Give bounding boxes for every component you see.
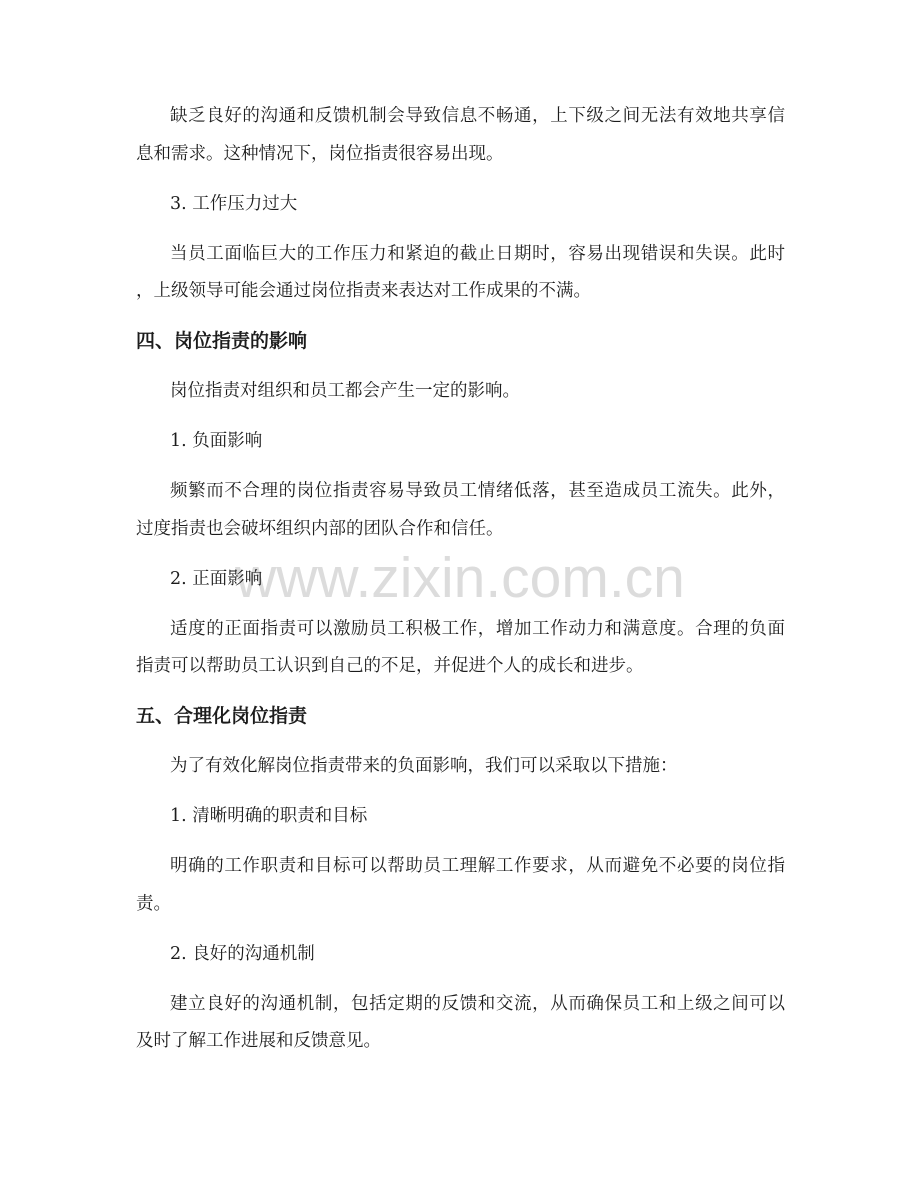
paragraph bbox=[136, 373, 785, 411]
paragraph-line: 岗位指责对组织和员工都会产生一定的影响。 bbox=[170, 381, 520, 401]
section-heading bbox=[136, 323, 785, 361]
paragraph bbox=[136, 98, 785, 173]
paragraph-line: 当员工面临巨大的工作压力和紧迫的截止日期时，容易出现错误和失误。此时 bbox=[170, 243, 785, 264]
paragraph-line: 指责可以帮助员工认识到自己的不足，并促进个人的成长和进步。 bbox=[136, 656, 644, 676]
paragraph-line: 及时了解工作进展和反馈意见。 bbox=[136, 1031, 381, 1051]
paragraph-line: 责。 bbox=[136, 893, 171, 914]
list-item-title bbox=[136, 798, 785, 836]
list-item-title bbox=[136, 561, 785, 599]
paragraph-line: 频繁而不合理的岗位指责容易导致员工情绪低落，甚至造成员工流失。此外， bbox=[170, 481, 785, 501]
list-item-label: 3. 工作压力过大 bbox=[170, 193, 298, 214]
paragraph bbox=[136, 236, 785, 311]
document-body bbox=[136, 98, 785, 1073]
paragraph bbox=[136, 748, 785, 786]
section-heading-text: 四、岗位指责的影响 bbox=[136, 330, 308, 352]
section-heading bbox=[136, 698, 785, 736]
paragraph-line: ，上级领导可能会通过岗位指责来表达对工作成果的不满。 bbox=[136, 281, 591, 301]
list-item-label: 1. 负面影响 bbox=[170, 431, 263, 451]
list-item-title bbox=[136, 423, 785, 461]
paragraph-line: 过度指责也会破坏组织内部的团队合作和信任。 bbox=[136, 518, 504, 539]
watermark: www.zixin.com.cn bbox=[235, 546, 685, 610]
list-item-title bbox=[136, 936, 785, 974]
paragraph-line: 适度的正面指责可以激励员工积极工作，增加工作动力和满意度。合理的负面 bbox=[170, 618, 785, 639]
paragraph-line: 建立良好的沟通机制，包括定期的反馈和交流，从而确保员工和上级之间可以 bbox=[170, 993, 785, 1014]
paragraph-line: 为了有效化解岗位指责带来的负面影响，我们可以采取以下措施： bbox=[170, 756, 678, 776]
paragraph-line: 缺乏良好的沟通和反馈机制会导致信息不畅通，上下级之间无法有效地共享信 bbox=[170, 106, 785, 126]
paragraph bbox=[136, 473, 785, 548]
list-item-label: 1. 清晰明确的职责和目标 bbox=[170, 806, 368, 826]
list-item-title bbox=[136, 186, 785, 224]
paragraph bbox=[136, 611, 785, 686]
paragraph-line: 息和需求。这种情况下，岗位指责很容易出现。 bbox=[136, 143, 504, 164]
list-item-label: 2. 良好的沟通机制 bbox=[170, 943, 315, 964]
section-heading-text: 五、合理化岗位指责 bbox=[136, 705, 308, 727]
paragraph bbox=[136, 986, 785, 1061]
paragraph-line: 明确的工作职责和目标可以帮助员工理解工作要求，从而避免不必要的岗位指 bbox=[170, 856, 785, 876]
paragraph bbox=[136, 848, 785, 923]
list-item-label: 2. 正面影响 bbox=[170, 568, 263, 589]
